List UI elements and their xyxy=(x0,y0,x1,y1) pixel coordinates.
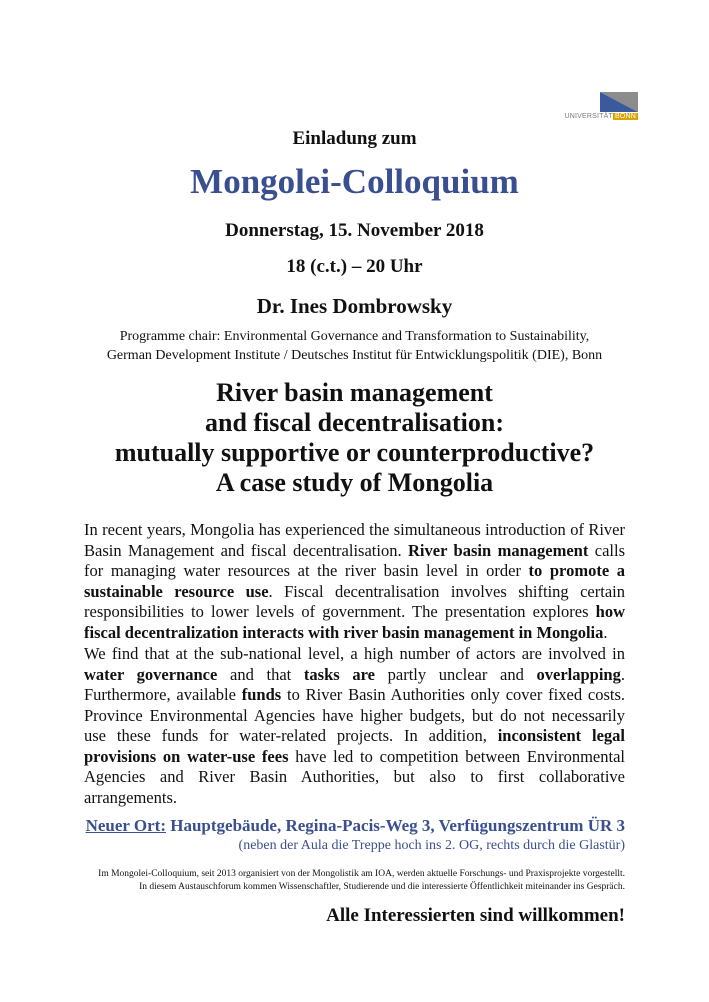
colloquium-description xyxy=(84,868,625,893)
abstract-text: . Fiscal decentralisation involves shifting certain responsibilities to lower levels of government. The presentation explores xyxy=(84,581,625,621)
talk-title-line-2: and fiscal decentralisation: xyxy=(205,408,504,437)
abstract-paragraph-2 xyxy=(84,644,625,808)
abstract-emphasis: tasks are xyxy=(303,664,375,684)
abstract-emphasis: water governance xyxy=(84,664,218,684)
abstract-text: partly unclear and xyxy=(374,664,537,684)
university-logo xyxy=(560,90,640,122)
venue-directions: (neben der Aula die Treppe hoch ins 2. OG, rechts durch die Glastür) xyxy=(238,838,625,853)
abstract-emphasis: funds xyxy=(241,685,282,704)
abstract-text: . xyxy=(603,622,608,642)
abstract-text: In recent years, Mongolia has experienced the simultaneous introduction of River Basin Management and fiscal decentralisation. xyxy=(84,520,625,560)
abstract-text: . Furthermore, available xyxy=(84,664,625,704)
talk-title-line-4: A case study of Mongolia xyxy=(215,468,494,497)
speaker-affiliation xyxy=(0,327,709,365)
abstract-emphasis: overlapping xyxy=(536,664,621,684)
speaker-name: Dr. Ines Dombrowsky xyxy=(256,294,453,318)
event-time: 18 (c.t.) – 20 Uhr xyxy=(286,256,423,277)
abstract-text: have led to competition between Environmental Agencies and River Basin Authorities, but also to first collaborative arrangements. xyxy=(84,746,625,807)
abstract-emphasis: River basin management xyxy=(408,540,589,560)
abstract-text: to River Basin Authorities only cover fixed costs. Province Environmental Agencies have higher budgets, but do not necessarily use these funds for water-related projects. In addition, xyxy=(84,685,625,745)
venue-line xyxy=(86,816,625,836)
invitation-line: Einladung zum xyxy=(292,128,417,149)
talk-title-line-3: mutually supportive or counterproductive? xyxy=(114,438,595,467)
university-logo-text xyxy=(564,113,638,120)
talk-title xyxy=(0,378,709,498)
abstract-emphasis: to promote a sustainable resource use xyxy=(84,561,625,601)
venue-address: Hauptgebäude, Regina-Pacis-Weg 3, Verfügungszentrum ÜR 3 xyxy=(165,816,625,835)
talk-title-line-1: River basin management xyxy=(216,378,493,407)
affiliation-line-2: German Development Institute / Deutsches Institut für Entwicklungspolitik (DIE), Bonn xyxy=(106,348,603,363)
event-title: Mongolei-Colloquium xyxy=(190,162,519,201)
logo-university-label: UNIVERSITÄT xyxy=(564,113,613,120)
description-line-1: Im Mongolei-Colloquium, seit 2013 organisiert von der Mongolistik am IOA, werden aktuelle Forschungs- und Praxisprojekte vorgestellt. xyxy=(98,869,625,879)
abstract-emphasis: inconsistent legal provisions on water-use fees xyxy=(84,726,626,766)
abstract-paragraph-1 xyxy=(84,520,625,643)
welcome-message: Alle Interessierten sind willkommen! xyxy=(326,905,625,926)
logo-city-label: BONN xyxy=(614,113,636,120)
affiliation-line-1: Programme chair: Environmental Governance and Transformation to Sustainability, xyxy=(119,329,590,344)
abstract-text: calls for managing water resources at the river basin level in order xyxy=(84,540,625,580)
abstract-emphasis: how fiscal decentralization interacts with river basin management in Mongolia xyxy=(84,602,625,642)
venue-label: Neuer Ort: xyxy=(85,816,166,835)
abstract-text: and that xyxy=(217,664,304,684)
description-line-2: In diesem Austauschforum kommen Wissenschaftler, Studierende und die interessierte Öffentlichkeit miteinander ins Gespräch. xyxy=(139,881,625,892)
event-date: Donnerstag, 15. November 2018 xyxy=(225,220,484,241)
abstract-text: We find that at the sub-national level, a high number of actors are involved in xyxy=(84,644,625,663)
